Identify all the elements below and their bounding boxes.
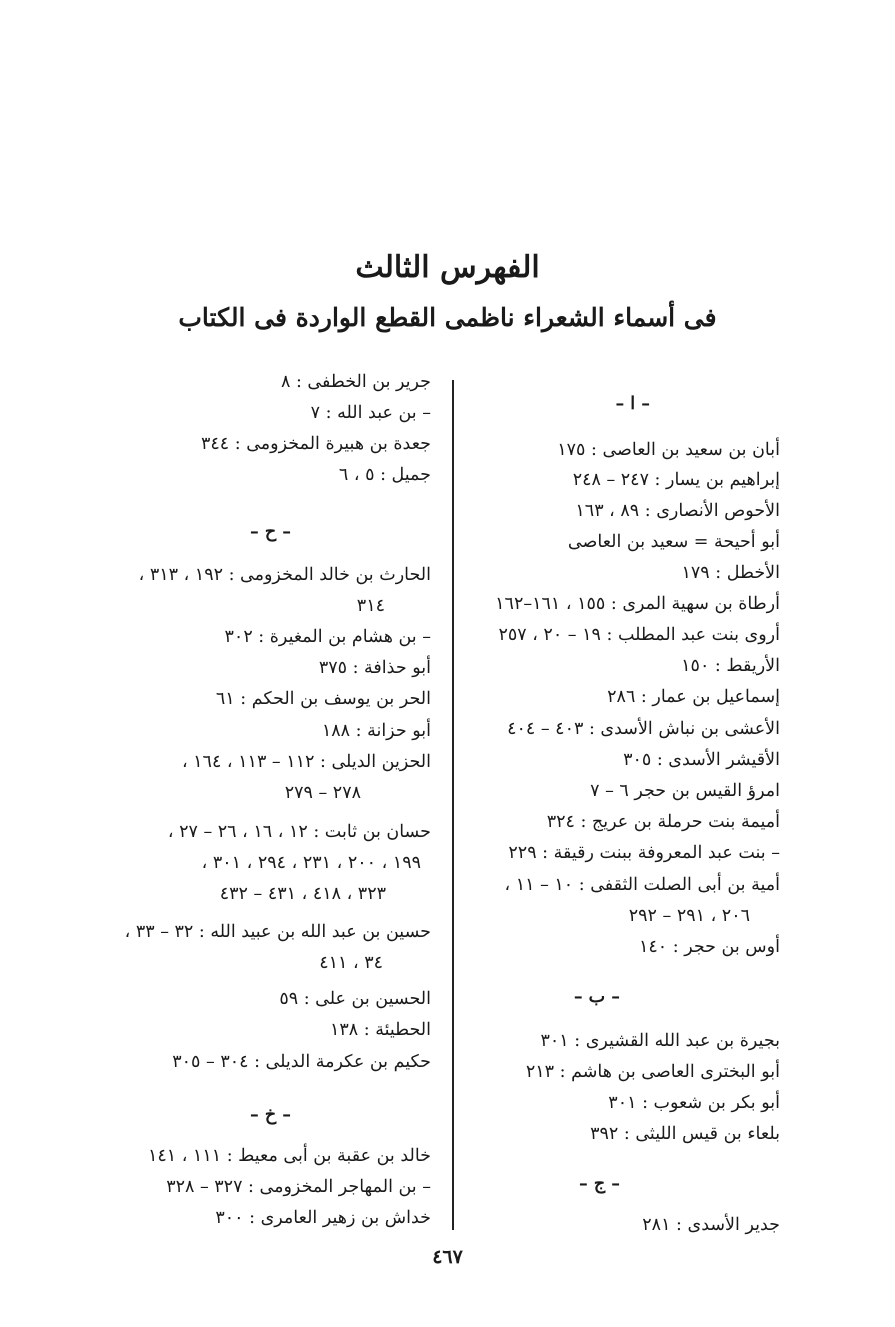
- left-section-header: – ح –: [250, 522, 291, 542]
- index-title: الفهرس الثالث: [355, 250, 540, 285]
- right-entry: أرطاة بن سهية المرى : ١٥٥ ، ١٦١–١٦٢: [495, 594, 780, 614]
- left-section-header: – خ –: [250, 1105, 291, 1125]
- right-entry: الأخطل : ١٧٩: [681, 563, 780, 583]
- left-entry: خداش بن زهير العامرى : ٣٠٠: [215, 1208, 431, 1228]
- left-entry: الحسين بن على : ٥٩: [279, 989, 431, 1009]
- left-entry: أبو حزانة : ١٨٨: [321, 721, 431, 741]
- left-entry: الحر بن يوسف بن الحكم : ٦١: [215, 689, 431, 709]
- left-entry: الحزين الديلى : ١١٢ – ١١٣ ، ١٦٤ ،: [181, 752, 431, 772]
- left-entry: خالد بن عقبة بن أبى معيط : ١١١ ، ١٤١: [147, 1146, 431, 1166]
- left-entry: حكيم بن عكرمة الديلى : ٣٠٤ – ٣٠٥: [172, 1052, 431, 1072]
- right-section-header: – ا –: [615, 394, 650, 414]
- left-entry: ٣١٤: [356, 596, 385, 616]
- right-entry: – بنت عبد المعروفة ببنت رقيقة : ٢٢٩: [508, 843, 780, 863]
- right-entry: الأريقط : ١٥٠: [681, 656, 780, 676]
- left-entry: حسين بن عبد الله بن عبيد الله : ٣٢ – ٣٣ ،: [124, 922, 431, 942]
- left-entry: – بن هشام بن المغيرة : ٣٠٢: [224, 627, 431, 647]
- right-entry: الأحوص الأنصارى : ٨٩ ، ١٦٣: [575, 501, 780, 521]
- left-entry: ١٩٩ ، ٢٠٠ ، ٢٣١ ، ٢٩٤ ، ٣٠١ ،: [201, 853, 421, 873]
- left-entry: – بن المهاجر المخزومى : ٣٢٧ – ٣٢٨: [166, 1177, 431, 1197]
- left-entry: ٢٧٨ – ٢٧٩: [284, 783, 361, 803]
- right-entry: أميمة بنت حرملة بن عريج : ٣٢٤: [546, 812, 780, 832]
- left-entry: جميل : ٥ ، ٦: [338, 465, 431, 485]
- right-entry: الأعشى بن نباش الأسدى : ٤٠٣ – ٤٠٤: [507, 719, 780, 739]
- page-number: ٤٦٧: [432, 1246, 463, 1268]
- right-entry: أبو بكر بن شعوب : ٣٠١: [608, 1093, 780, 1113]
- right-entry: امرؤ القيس بن حجر ٦ – ٧: [590, 781, 780, 801]
- right-entry: أبان بن سعيد بن العاصى : ١٧٥: [557, 440, 780, 460]
- right-entry: بجيرة بن عبد الله القشيرى : ٣٠١: [540, 1031, 780, 1051]
- left-entry: جعدة بن هبيرة المخزومى : ٣٤٤: [200, 434, 431, 454]
- left-entry: ٣٤ ، ٤١١: [319, 953, 383, 973]
- left-entry: الحارث بن خالد المخزومى : ١٩٢ ، ٣١٣ ،: [138, 565, 431, 585]
- right-entry: أمية بن أبى الصلت الثقفى : ١٠ – ١١ ،: [504, 875, 780, 895]
- right-entry: أوس بن حجر : ١٤٠: [639, 937, 780, 957]
- right-entry: إبراهيم بن يسار : ٢٤٧ – ٢٤٨: [572, 470, 780, 490]
- right-entry: أروى بنت عبد المطلب : ١٩ – ٢٠ ، ٢٥٧: [498, 625, 780, 645]
- right-entry: ٢٠٦ ، ٢٩١ – ٢٩٢: [628, 906, 750, 926]
- right-entry: بلعاء بن قيس الليثى : ٣٩٢: [590, 1124, 780, 1144]
- right-section-header: – ب –: [573, 987, 620, 1007]
- right-entry: إسماعيل بن عمار : ٢٨٦: [607, 687, 780, 707]
- right-entry: جدير الأسدى : ٢٨١: [642, 1215, 780, 1235]
- left-entry: أبو حذافة : ٣٧٥: [318, 658, 431, 678]
- column-divider: [452, 380, 454, 1230]
- left-entry: ٣٢٣ ، ٤١٨ ، ٤٣١ – ٤٣٢: [219, 884, 386, 904]
- right-entry: أبو أحيحة = سعيد بن العاصى: [567, 532, 780, 552]
- index-subtitle: فى أسماء الشعراء ناظمى القطع الواردة فى الكتاب: [178, 303, 717, 332]
- left-entry: – بن عبد الله : ٧: [310, 403, 431, 423]
- left-entry: حسان بن ثابت : ١٢ ، ١٦ ، ٢٦ – ٢٧ ،: [167, 822, 431, 842]
- right-section-header: – ج –: [579, 1174, 620, 1194]
- right-entry: الأقيشر الأسدى : ٣٠٥: [623, 750, 780, 770]
- left-entry: الحطيئة : ١٣٨: [329, 1020, 431, 1040]
- left-entry: جرير بن الخطفى : ٨: [280, 372, 431, 392]
- right-entry: أبو البخترى العاصى بن هاشم : ٢١٣: [525, 1062, 780, 1082]
